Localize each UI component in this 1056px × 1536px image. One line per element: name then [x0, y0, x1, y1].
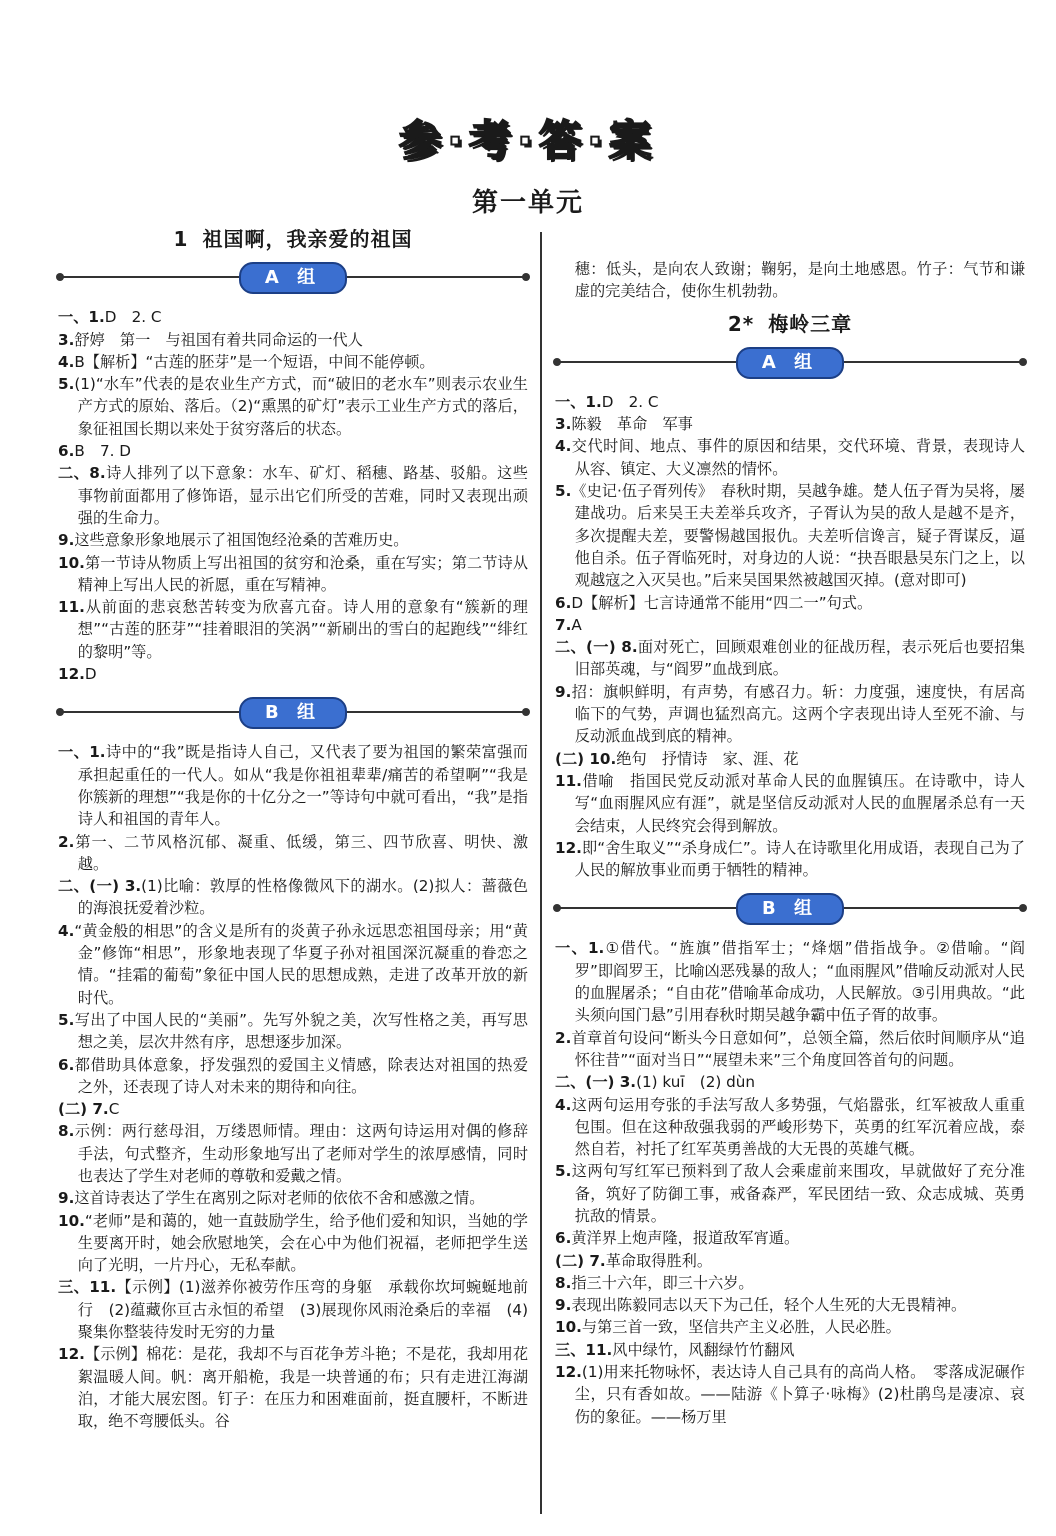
- answer-item: [555, 636, 1025, 681]
- answer-item: [555, 1339, 1025, 1361]
- answer-number: 二、(一) 3.: [555, 1073, 637, 1092]
- group-b-banner: [58, 695, 528, 729]
- answer-item: [555, 837, 1025, 882]
- answer-item: [555, 435, 1025, 480]
- answer-text: 示例：两行慈母泪，万缕恩师情。理由：这两句诗运用对偶的修辞手法，句式整齐，生动形象地写出了老师对学生的浓厚感情，同时也表达了学生对老师的尊敬和爱戴之情。: [74, 1122, 528, 1185]
- answer-text: 面对死亡，回顾艰难创业的征战历程，表示死后也要招集旧部英魂，与“阎罗”血战到底。: [574, 638, 1025, 679]
- answer-text: (1)比喻：敦厚的性格像微风下的湖水。(2)拟人：蔷薇色的海浪抚爱着沙粒。: [77, 877, 528, 918]
- answer-item: [555, 1361, 1025, 1428]
- answer-number: 一、1.: [58, 308, 105, 327]
- answer-text: 【示例】(1)滋养你被劳作压弯的身躯 承载你坎坷蜿蜒地前行 (2)蕴藏你亘古永恒的希望 (3)展现你风雨沧桑后的幸福 (4)聚集你整装待发时无穷的力量: [77, 1278, 529, 1342]
- answer-number: 8.: [555, 1273, 572, 1292]
- answer-item: [58, 373, 528, 440]
- answer-text: B【解析】“古莲的胚芽”是一个短语，中间不能停顿。: [74, 352, 435, 371]
- answer-number: 一、1.: [555, 939, 605, 958]
- answer-number: 10.: [58, 553, 85, 572]
- answer-text: 这两句运用夸张的手法写敌人多势强，气焰嚣张，红军被敌人重重包围。但在这种敌强我弱的严峻形势下，英勇的红军沉着应战，泰然自若，衬托了红军英勇善战的大无畏的英雄气概。: [571, 1095, 1025, 1159]
- answer-number: (二) 10.: [555, 749, 617, 768]
- answer-number: 3.: [58, 330, 75, 349]
- answer-item: [58, 306, 528, 328]
- answer-item: [58, 529, 528, 551]
- answer-item: [555, 1316, 1025, 1338]
- answer-item: [58, 741, 528, 830]
- answer-text: D 2. C: [104, 308, 162, 327]
- right-column: [555, 258, 1025, 1428]
- answer-number: (二) 7.: [555, 1251, 606, 1270]
- answer-text: 《史记·伍子胥列传》 春秋时期，吴越争雄。楚人伍子胥为吴将，屡建战功。后来吴王夫差举兵攻齐，子胥认为吴的敌人是越不是齐，多次提醒夫差，要警惕越国报仇。夫差听信谗言，疑子胥谋反，逼他自杀。伍子胥临死时，对身边的人说：“抉吾眼悬吴东门之上，以观越寇之入灭吴也。”后来吴国果然被越国灭掉。(意对即可): [571, 482, 1025, 590]
- answer-text: 诗中的“我”既是指诗人自己，又代表了要为祖国的繁荣富强而承担起重任的一代人。如从“我是你祖祖辈辈/痛苦的希望啊”“我是你簇新的理想”“我是你的十亿分之一”等诗句中就可看出，“我”是指诗人和祖国的青年人。: [77, 743, 528, 829]
- answer-number: 一、1.: [555, 392, 602, 411]
- answer-number: 一、1.: [58, 743, 106, 762]
- answer-text: “黄金般的相思”的含义是所有的炎黄子孙永远思恋祖国母亲；用“黄金”修饰“相思”，形象地表现了华夏子孙对祖国深沉凝重的眷恋之情。“挂霜的葡萄”象征中国人民的思想成熟，走进了改革开放的新时代。: [74, 921, 528, 1007]
- answer-item: [58, 875, 528, 920]
- answer-item: [58, 1054, 528, 1099]
- answer-number: 4.: [555, 437, 572, 456]
- answer-item: [555, 480, 1025, 591]
- answer-number: 11.: [58, 598, 85, 617]
- answer-number: 6.: [58, 1055, 75, 1074]
- answers-list: [58, 741, 528, 1432]
- continued-answer: 穗：低头，是向农人致谢；鞠躬，是向土地感恩。竹子：气节和谦虚的完美结合，使你生机勃勃。: [574, 260, 1025, 301]
- answer-item: [555, 770, 1025, 837]
- answer-number: 3.: [555, 415, 572, 434]
- answer-number: 5.: [58, 1010, 75, 1029]
- answers-list: [58, 306, 528, 685]
- answer-item: [58, 1343, 528, 1432]
- lesson-title: 梅岭三章: [768, 311, 853, 336]
- answer-item: [58, 920, 528, 1009]
- answer-text: “老师”是和蔼的，她一直鼓励学生，给予他们爱和知识，当她的学生要离开时，她会欣慰地笑，会在心中为他们祝福，老师把学生送向了光明，一片丹心，无私奉献。: [77, 1211, 528, 1275]
- answer-text: C: [108, 1100, 120, 1119]
- answer-number: 8.: [58, 1122, 75, 1141]
- answer-item: [58, 329, 528, 351]
- left-column: [58, 228, 528, 1433]
- answer-item: [58, 440, 528, 462]
- answer-item: [555, 937, 1025, 1026]
- answer-item: [555, 1227, 1025, 1249]
- lesson-1-heading: [58, 228, 528, 250]
- answer-number: 4.: [58, 921, 75, 940]
- answer-item: [555, 681, 1025, 748]
- lesson-number: 2*: [727, 311, 755, 336]
- answer-number: 9.: [58, 531, 75, 550]
- group-a-badge: A 组: [239, 262, 347, 294]
- answer-text: (1)用来托物咏怀，表达诗人自己具有的高尚人格。 零落成泥碾作尘，只有香如故。——陆游《卜算子·咏梅》(2)杜鹃鸟是凄凉、哀伤的象征。——杨万里: [574, 1363, 1025, 1426]
- answer-text: 诗人排列了以下意象：水车、矿灯、稻穗、路基、驳船。这些事物前面都用了修饰语，显示出它们所受的苦难，同时又表现出顽强的生命力。: [77, 464, 528, 527]
- answer-item: [555, 413, 1025, 435]
- answer-item: [58, 596, 528, 663]
- answer-text: 首章首句设问“断头今日意如何”，总领全篇，然后依时间顺序从“追怀往昔”“面对当日”“展望未来”三个角度回答首句的问题。: [571, 1028, 1025, 1069]
- answer-text: (1)“水车”代表的是农业生产方式，而“破旧的老水车”则表示农业生产方式的原始、落后。（2)“熏黑的矿灯”表示工业生产方式的落后，象征祖国长期以来处于贫穷落后的状态。: [74, 375, 528, 438]
- answer-number: 9.: [58, 1189, 75, 1208]
- answer-text: 借喻 指国民党反动派对革命人民的血腥镇压。在诗歌中，诗人写“血雨腥风应有涯”，就是坚信反动派对人民的血腥屠杀总有一天会结束，人民终究会得到解放。: [574, 771, 1025, 835]
- answer-text: 交代时间、地点、事件的原因和结果，交代环境、背景，表现诗人从容、镇定、大义凛然的情怀。: [571, 437, 1025, 478]
- answer-item: [58, 1120, 528, 1187]
- answer-text: 革命取得胜利。: [605, 1251, 713, 1270]
- answer-number: 10.: [555, 1318, 582, 1337]
- group-a-badge: A 组: [736, 347, 844, 379]
- answer-number: 9.: [555, 1296, 572, 1315]
- answer-number: 12.: [58, 1345, 85, 1364]
- answer-item: [58, 351, 528, 373]
- answer-text: 这些意象形象地展示了祖国饱经沧桑的苦难历史。: [74, 531, 409, 550]
- answer-text: 风中绿竹，风翻绿竹竹翻风: [612, 1340, 795, 1359]
- answer-text: 绝句 抒情诗 家、涯、花: [616, 749, 799, 768]
- answer-item: [58, 1009, 528, 1054]
- answer-item: [58, 831, 528, 876]
- answer-text: 都借助具体意象，抒发强烈的爱国主义情感，除表达对祖国的热爱之外，还表现了诗人对未来的期待和向往。: [74, 1055, 528, 1096]
- column-divider: [540, 232, 542, 1514]
- answer-item: [58, 663, 528, 685]
- answer-number: 5.: [555, 1162, 572, 1181]
- answer-number: 11.: [555, 771, 582, 790]
- answer-text: 舒婷 第一 与祖国有着共同命运的一代人: [74, 330, 363, 349]
- answer-number: 三、11.: [555, 1340, 613, 1359]
- answer-text: 黄洋界上炮声隆，报道敌军宵遁。: [571, 1229, 800, 1248]
- group-b-banner: [555, 891, 1025, 925]
- answer-number: 6.: [555, 1229, 572, 1248]
- lesson-title: 祖国啊，我亲爱的祖国: [202, 227, 413, 251]
- answer-number: 6.: [58, 442, 75, 461]
- answer-text: B 7. D: [74, 442, 131, 461]
- answer-number: 三、11.: [58, 1278, 117, 1297]
- answer-text: D: [84, 665, 97, 684]
- answers-list: [555, 937, 1025, 1428]
- page-title: 参·考·答·案: [399, 116, 657, 165]
- answer-text: 招：旗帜鲜明，有声势，有感召力。斩：力度强，速度快，有居高临下的气势，声调也猛烈高亢。这两个字表现出诗人至死不渝、与反动派血战到底的精神。: [571, 682, 1025, 746]
- answer-item: [58, 462, 528, 529]
- answer-text: 即“舍生取义”“杀身成仁”。诗人在诗歌里化用成语，表现自己为了人民的解放事业而勇于牺牲的精神。: [574, 838, 1025, 880]
- answer-item: [555, 391, 1025, 413]
- answer-item: [555, 614, 1025, 636]
- answer-text: 指三十六年，即三十六岁。: [571, 1273, 754, 1292]
- answer-number: 4.: [555, 1095, 572, 1114]
- answer-number: 9.: [555, 682, 572, 701]
- answer-item: [555, 1272, 1025, 1294]
- answer-number: 5.: [58, 375, 75, 394]
- group-a-banner: [555, 345, 1025, 379]
- answer-item: [58, 552, 528, 597]
- answer-number: 7.: [555, 615, 572, 634]
- lesson-2-heading: [555, 313, 1025, 335]
- answer-number: 12.: [555, 1363, 582, 1382]
- answers-list: [555, 391, 1025, 882]
- answer-text: A: [571, 615, 582, 634]
- answer-number: 12.: [555, 838, 582, 857]
- answer-text: 从前面的悲哀愁苦转变为欣喜亢奋。诗人用的意象有“簇新的理想”“古莲的胚芽”“挂着眼泪的笑涡”“新刷出的雪白的起跑线”“绯红的黎明”等。: [77, 598, 528, 661]
- answer-text: 表现出陈毅同志以天下为己任，轻个人生死的大无畏精神。: [571, 1296, 967, 1315]
- answer-text: (1) kuī (2) dùn: [636, 1073, 756, 1092]
- answer-text: ①借代。“旌旗”借指军士；“烽烟”借指战争。②借喻。“阎罗”即阎罗王，比喻凶恶残暴的敌人；“血雨腥风”借喻反动派对人民的血腥屠杀；“自由花”借喻革命成功，人民解放。③引用典故。“此头须向国门悬”引用春秋时期吴越争霸中伍子胥的故事。: [574, 939, 1025, 1025]
- answer-number: 4.: [58, 352, 75, 371]
- group-b-badge: B 组: [736, 893, 844, 925]
- answer-item: [555, 1250, 1025, 1272]
- group-b-badge: B 组: [239, 697, 347, 729]
- answer-number: 二、8.: [58, 464, 106, 483]
- answer-text: 这两句写红军已预料到了敌人会乘虚前来围攻，早就做好了充分准备，筑好了防御工事，戒备森严，军民团结一致、众志成城、英勇抗敌的情景。: [571, 1162, 1025, 1225]
- answer-item: [555, 1071, 1025, 1093]
- answer-number: 12.: [58, 665, 85, 684]
- answer-number: 2.: [58, 832, 75, 851]
- answer-number: 二、(一) 3.: [58, 877, 142, 896]
- unit-title: 第一单元: [471, 188, 584, 218]
- group-a-banner: [58, 260, 528, 294]
- answer-text: D 2. C: [601, 392, 659, 411]
- answer-item: [58, 1098, 528, 1120]
- answer-text: 与第三首一致，坚信共产主义必胜，人民必胜。: [581, 1318, 901, 1337]
- answer-text: 第一、二节风格沉郁、凝重、低缓，第三、四节欣喜、明快、激越。: [74, 832, 528, 873]
- answer-item: [555, 748, 1025, 770]
- answer-item: [58, 1276, 528, 1343]
- answer-item: [58, 1210, 528, 1277]
- answer-number: 5.: [555, 482, 572, 501]
- answer-number: 二、(一) 8.: [555, 638, 638, 657]
- answer-number: 2.: [555, 1028, 572, 1047]
- answer-text: 【示例】棉花：是花，我却不与百花争芳斗艳；不是花，我却用花絮温暖人间。帆：离开船桅，我是一块普通的布；只有走进江海湖泊，才能大展宏图。钉子：在压力和困难面前，挺直腰杆，不断进取，绝不弯腰低头。谷: [77, 1345, 528, 1431]
- answer-item: [555, 1294, 1025, 1316]
- answer-number: 6.: [555, 593, 572, 612]
- answer-text: 第一节诗从物质上写出祖国的贫穷和沧桑，重在写实；第二节诗从精神上写出人民的祈愿，重在写精神。: [77, 553, 528, 594]
- answer-item: [58, 1187, 528, 1209]
- answer-text: 陈毅 革命 军事: [571, 415, 693, 434]
- answer-item: [555, 1094, 1025, 1161]
- answer-text: D【解析】七言诗通常不能用“四二一”句式。: [571, 593, 873, 612]
- answer-item: [555, 592, 1025, 614]
- answer-item: [555, 1027, 1025, 1072]
- answer-number: (二) 7.: [58, 1100, 109, 1119]
- answer-text: 这首诗表达了学生在离别之际对老师的依依不舍和感激之情。: [74, 1189, 485, 1208]
- answer-text: 写出了中国人民的“美丽”。先写外貌之美，次写性格之美，再写思想之美，层次井然有序，思想逐步加深。: [74, 1010, 528, 1052]
- answer-number: 10.: [58, 1211, 85, 1230]
- answer-item: [555, 1160, 1025, 1227]
- lesson-number: 1: [173, 227, 189, 251]
